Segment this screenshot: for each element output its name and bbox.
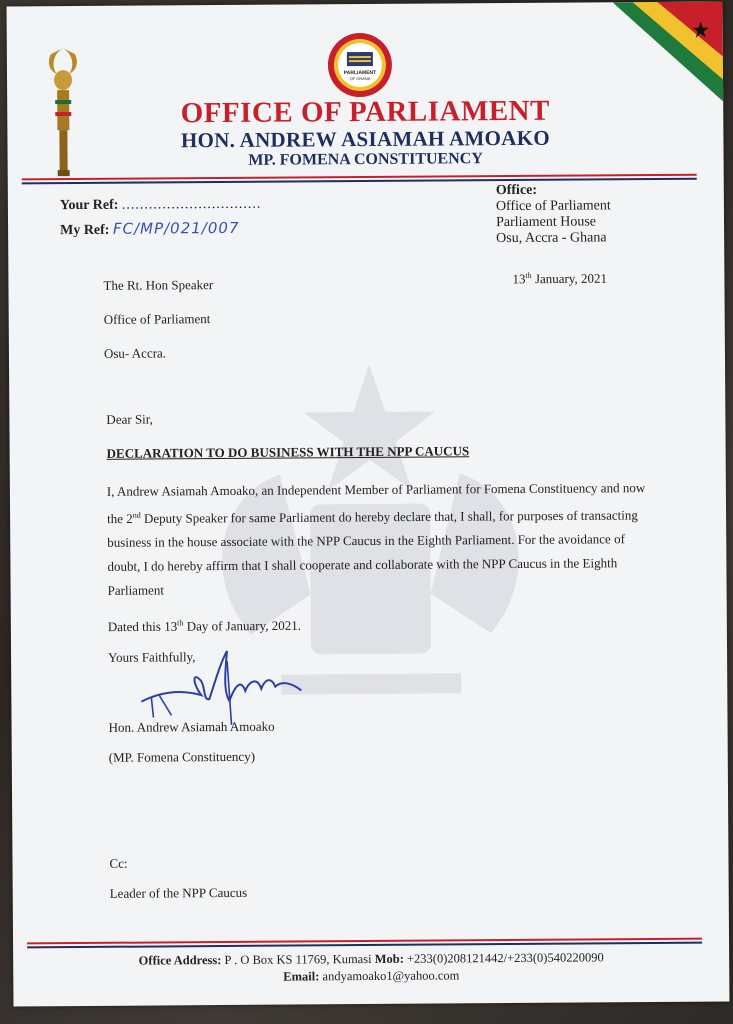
declaration-paragraph: I, Andrew Asiamah Amoako, an Independent Member of Parliament for Fomena Constituency and now the 2nd Deputy Speaker for same Parliament do hereby declare that, I shall, for purposes of transacting business in the house associate with the NPP Caucus in the Eighth Parliament. For the avoidance of doubt, I do hereby affirm that I shall cooperate and collaborate with the NPP Caucus in the Eighth Parliament <box>106 480 646 599</box>
letterhead-title: OFFICE OF PARLIAMENT <box>180 94 551 130</box>
svg-text:OF GHANA: OF GHANA <box>349 75 371 82</box>
recipient-line-2: Office of Parliament <box>103 311 211 327</box>
letter-subject: DECLARATION TO DO BUSINESS WITH THE NPP CAUCUS <box>106 443 470 461</box>
office-line-1: Office of Parliament <box>495 198 611 215</box>
my-ref-value: FC/MP/021/007 <box>112 218 240 238</box>
recipient-line-3: Osu- Accra. <box>103 345 167 361</box>
salutation: Dear Sir, <box>106 411 153 427</box>
my-ref-label: My Ref: <box>60 222 110 239</box>
svg-text:PARLIAMENT: PARLIAMENT <box>343 69 377 77</box>
letterhead-name: HON. ANDREW ASIAMAH AMOAKO <box>180 125 551 153</box>
your-ref-value: ............................... <box>121 196 262 213</box>
footer-email-line: Email: andyamoako1@yahoo.com <box>283 968 460 984</box>
parliament-seal <box>327 32 393 98</box>
signer-title: (MP. Fomena Constituency) <box>108 748 256 765</box>
recipient-line-1: The Rt. Hon Speaker <box>103 277 214 293</box>
office-address-block <box>496 182 611 247</box>
your-ref <box>60 197 262 214</box>
office-label: Office: <box>495 182 538 199</box>
office-line-2: Parliament House <box>495 214 597 231</box>
cc-label: Cc: <box>109 855 128 871</box>
your-ref-label: Your Ref: <box>59 197 119 214</box>
dated-line: Dated this 13th Day of January, 2021. <box>107 617 302 635</box>
letter-date: 13th January, 2021 <box>512 270 608 287</box>
cc-recipient: Leader of the NPP Caucus <box>109 884 248 901</box>
office-line-3: Osu, Accra - Ghana <box>496 230 607 247</box>
footer-address-line: Office Address: P . O Box KS 11769, Kumasi Mob: +233(0)208121442/+233(0)540220090 <box>138 950 604 968</box>
my-ref <box>60 219 240 239</box>
letterhead-constituency: MP. FOMENA CONSTITUENCY <box>248 150 483 169</box>
letter-page <box>7 2 730 1007</box>
signer-name: Hon. Andrew Asiamah Amoako <box>108 718 275 735</box>
footer-divider <box>27 938 702 949</box>
ghana-flag-corner <box>613 2 724 103</box>
closing-yours: Yours Faithfully, <box>108 649 196 665</box>
